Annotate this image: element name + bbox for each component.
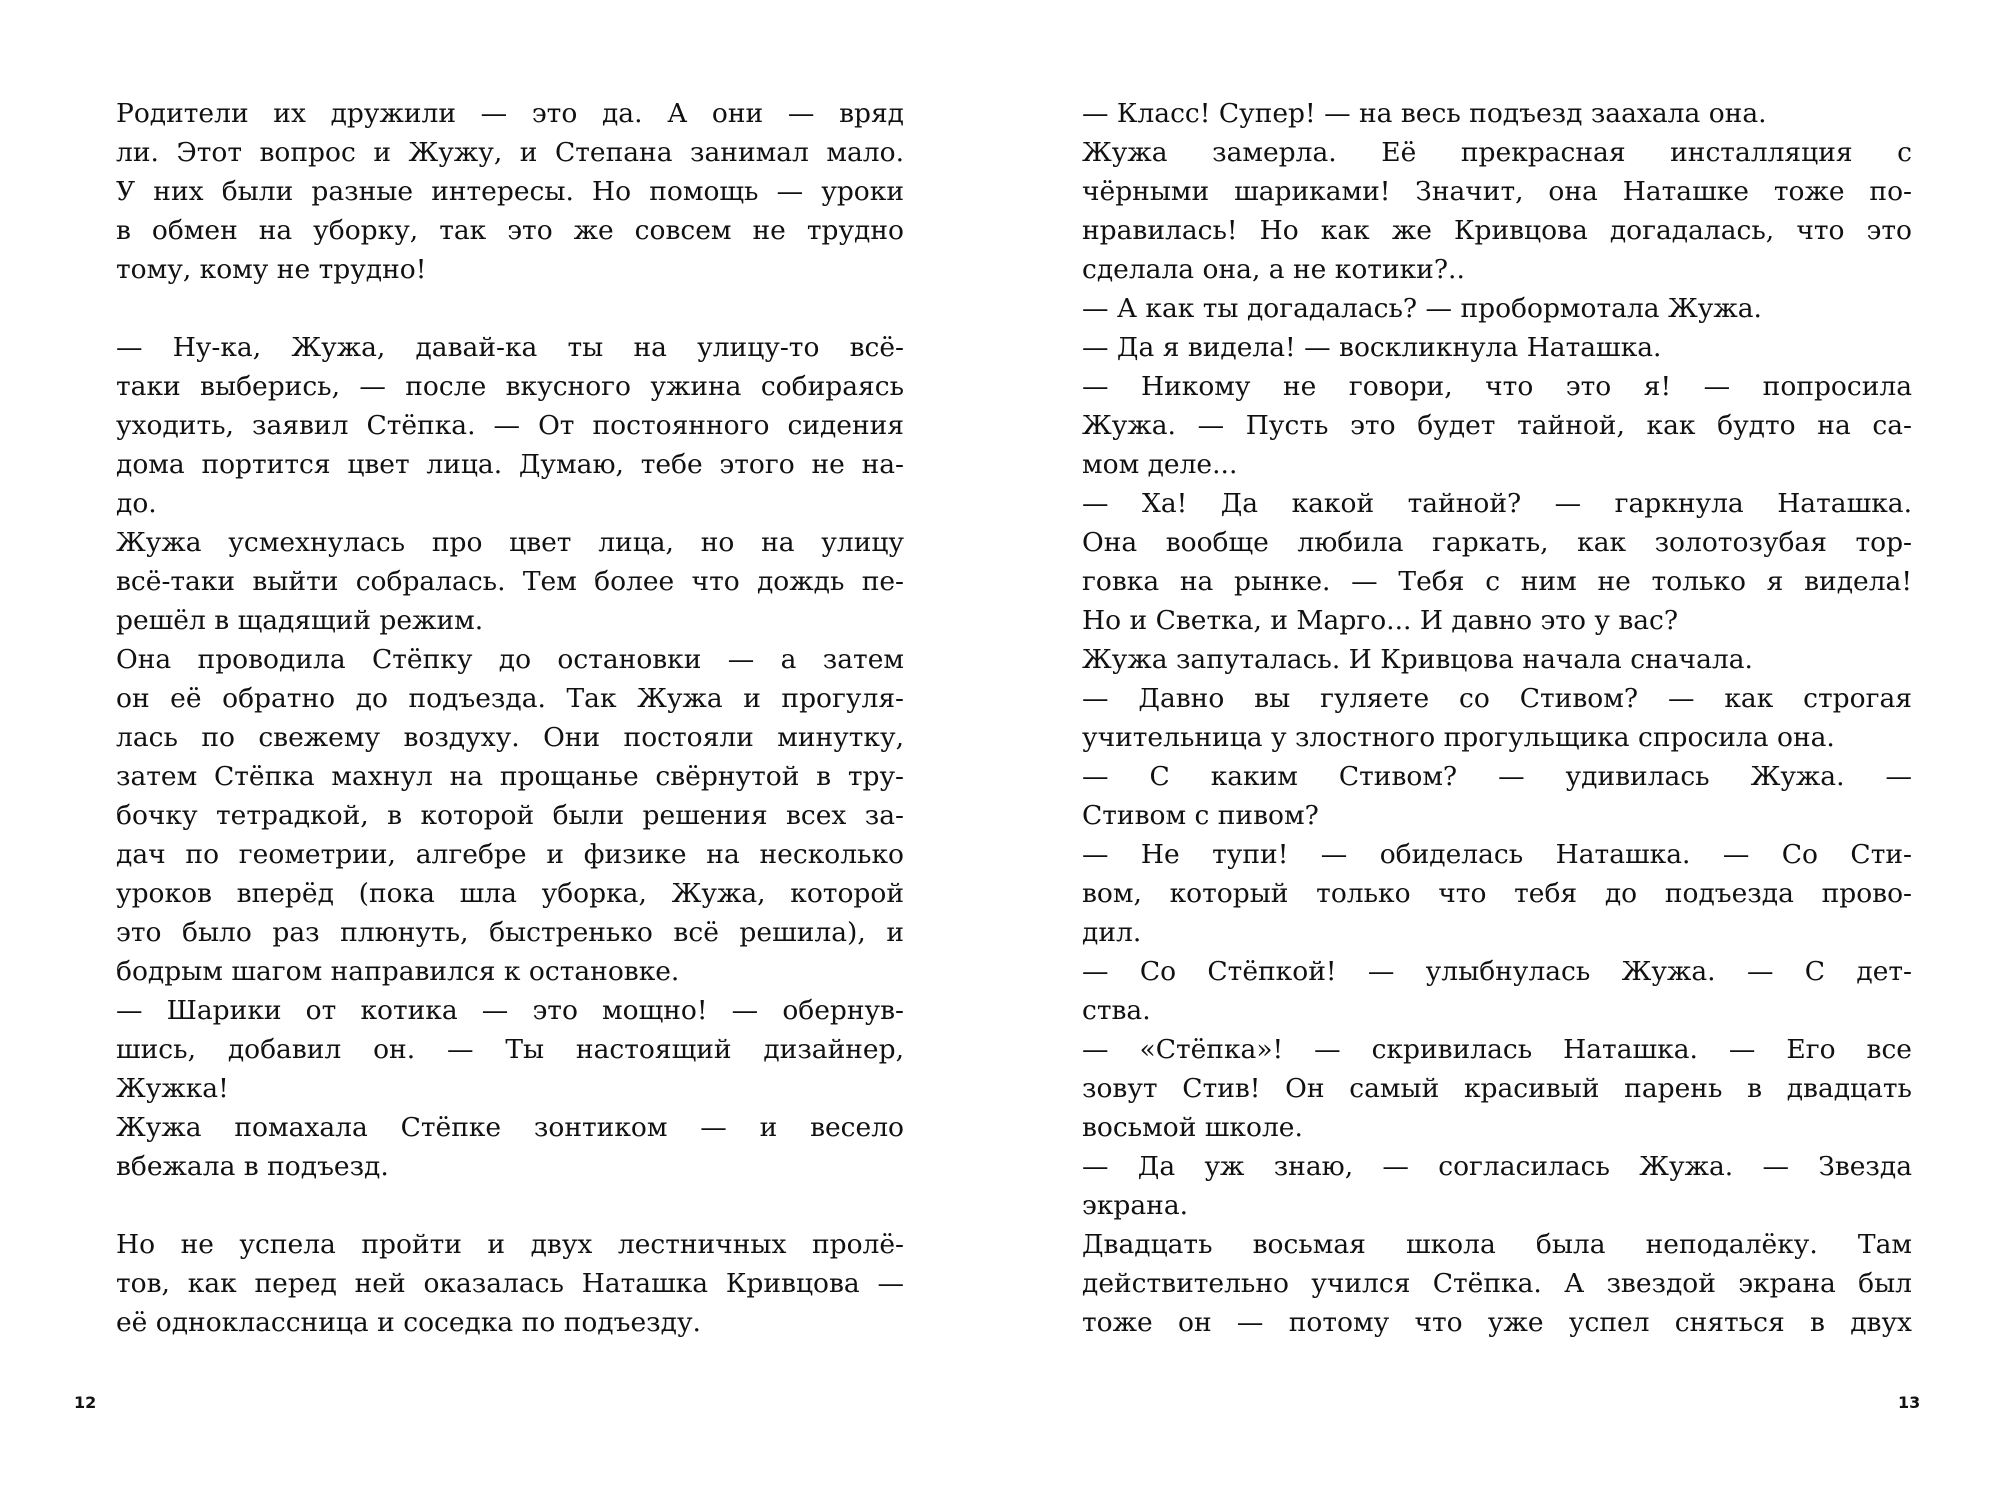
text-line: Она проводила Стёпку до остановки — а затем	[116, 644, 904, 675]
text-line: — Давно вы гуляете со Стивом? — как строгая	[1082, 683, 1912, 714]
text-line: тому, кому не трудно!	[116, 254, 427, 285]
text-line: Стивом с пивом?	[1082, 800, 1319, 831]
text-line: экрана.	[1082, 1190, 1189, 1221]
text-line: — Да я видела! — воскликнула Наташка.	[1082, 332, 1662, 363]
text-line: бочку тетрадкой, в которой были решения всех за-	[116, 800, 904, 831]
text-line: он её обратно до подъезда. Так Жужа и прогуля-	[116, 683, 904, 714]
text-line: говка на рынке. — Тебя с ним не только я видела!	[1082, 566, 1912, 597]
text-line: Жужа. — Пусть это будет тайной, как будто на са-	[1082, 410, 1912, 441]
text-line: — Да уж знаю, — согласилась Жужа. — Звезда	[1082, 1151, 1912, 1182]
text-line: это было раз плюнуть, быстренько всё решила), и	[116, 917, 904, 948]
text-line: чёрными шариками! Значит, она Наташке тоже по-	[1082, 176, 1912, 207]
text-line: восьмой школе.	[1082, 1112, 1303, 1143]
text-line: — Ха! Да какой тайной? — гаркнула Наташка.	[1082, 488, 1912, 519]
text-line: в обмен на уборку, так это же совсем не трудно	[116, 215, 904, 246]
text-line: У них были разные интересы. Но помощь — уроки	[116, 176, 904, 207]
text-line: лась по свежему воздуху. Они постояли минутку,	[116, 722, 904, 753]
text-line: зовут Стив! Он самый красивый парень в двадцать	[1082, 1073, 1912, 1104]
text-line: вбежала в подъезд.	[116, 1151, 389, 1182]
text-line: сделала она, а не котики?..	[1082, 254, 1465, 285]
text-line: — А как ты догадалась? — пробормотала Жужа.	[1082, 293, 1762, 324]
text-line: — Ну-ка, Жужа, давай-ка ты на улицу-то всё-	[116, 332, 904, 363]
text-line: шись, добавил он. — Ты настоящий дизайнер,	[116, 1034, 904, 1065]
text-line: тов, как перед ней оказалась Наташка Кривцова —	[116, 1268, 904, 1299]
text-line: уходить, заявил Стёпка. — От постоянного сидения	[116, 410, 904, 441]
text-line: Двадцать восьмая школа была неподалёку. Там	[1082, 1229, 1912, 1260]
text-line: — Класс! Супер! — на весь подъезд заахала она.	[1082, 98, 1767, 129]
text-line: Жужа замерла. Её прекрасная инсталляция с	[1082, 137, 1912, 168]
right-page-text	[1082, 94, 1912, 1342]
text-line: Жужа усмехнулась про цвет лица, но на улицу	[116, 527, 904, 558]
text-line: решёл в щадящий режим.	[116, 605, 484, 636]
text-line: тоже он — потому что уже успел сняться в двух	[1082, 1307, 1912, 1338]
text-line: — Никому не говори, что это я! — попросила	[1082, 371, 1912, 402]
text-line: бодрым шагом направился к остановке.	[116, 956, 680, 987]
text-line: Но не успела пройти и двух лестничных пролё-	[116, 1229, 904, 1260]
text-line: — «Стёпка»! — скривилась Наташка. — Его все	[1082, 1034, 1912, 1065]
text-line: Жужка!	[116, 1073, 229, 1104]
left-page-text	[116, 94, 904, 1342]
section-break	[116, 289, 904, 328]
text-line: дома портится цвет лица. Думаю, тебе этого не на-	[116, 449, 904, 480]
text-line: Родители их дружили — это да. А они — вряд	[116, 98, 904, 129]
text-line: дил.	[1082, 917, 1142, 948]
text-line: уроков вперёд (пока шла уборка, Жужа, которой	[116, 878, 904, 909]
section-break	[116, 1186, 904, 1225]
text-line: — Со Стёпкой! — улыбнулась Жужа. — С дет-	[1082, 956, 1912, 987]
text-line: — Шарики от котика — это мощно! — обернув-	[116, 995, 904, 1026]
text-line: — Не тупи! — обиделась Наташка. — Со Сти-	[1082, 839, 1912, 870]
text-line: таки выберись, — после вкусного ужина собираясь	[116, 371, 904, 402]
text-line: Но и Светка, и Марго... И давно это у вас?	[1082, 605, 1679, 636]
text-line: всё-таки выйти собралась. Тем более что дождь пе-	[116, 566, 904, 597]
text-line: действительно учился Стёпка. А звездой экрана был	[1082, 1268, 1912, 1299]
text-line: Она вообще любила гаркать, как золотозубая тор-	[1082, 527, 1912, 558]
text-line: — С каким Стивом? — удивилась Жужа. —	[1082, 761, 1912, 792]
text-line: мом деле...	[1082, 449, 1238, 480]
text-line: учительница у злостного прогульщика спросила она.	[1082, 722, 1835, 753]
text-line: Жужа помахала Стёпке зонтиком — и весело	[116, 1112, 904, 1143]
text-line: ли. Этот вопрос и Жужу, и Степана занимал мало.	[116, 137, 904, 168]
text-line: ства.	[1082, 995, 1151, 1026]
text-line: Жужа запуталась. И Кривцова начала сначала.	[1082, 644, 1753, 675]
text-line: затем Стёпка махнул на прощанье свёрнутой в тру-	[116, 761, 904, 792]
page-number-left: 12	[74, 1393, 97, 1412]
page-number-right: 13	[1898, 1393, 1921, 1412]
text-line: до.	[116, 488, 157, 519]
text-line: дач по геометрии, алгебре и физике на несколько	[116, 839, 904, 870]
text-line: нравилась! Но как же Кривцова догадалась, что это	[1082, 215, 1912, 246]
text-line: её одноклассница и соседка по подъезду.	[116, 1307, 701, 1338]
text-line: вом, который только что тебя до подъезда прово-	[1082, 878, 1912, 909]
